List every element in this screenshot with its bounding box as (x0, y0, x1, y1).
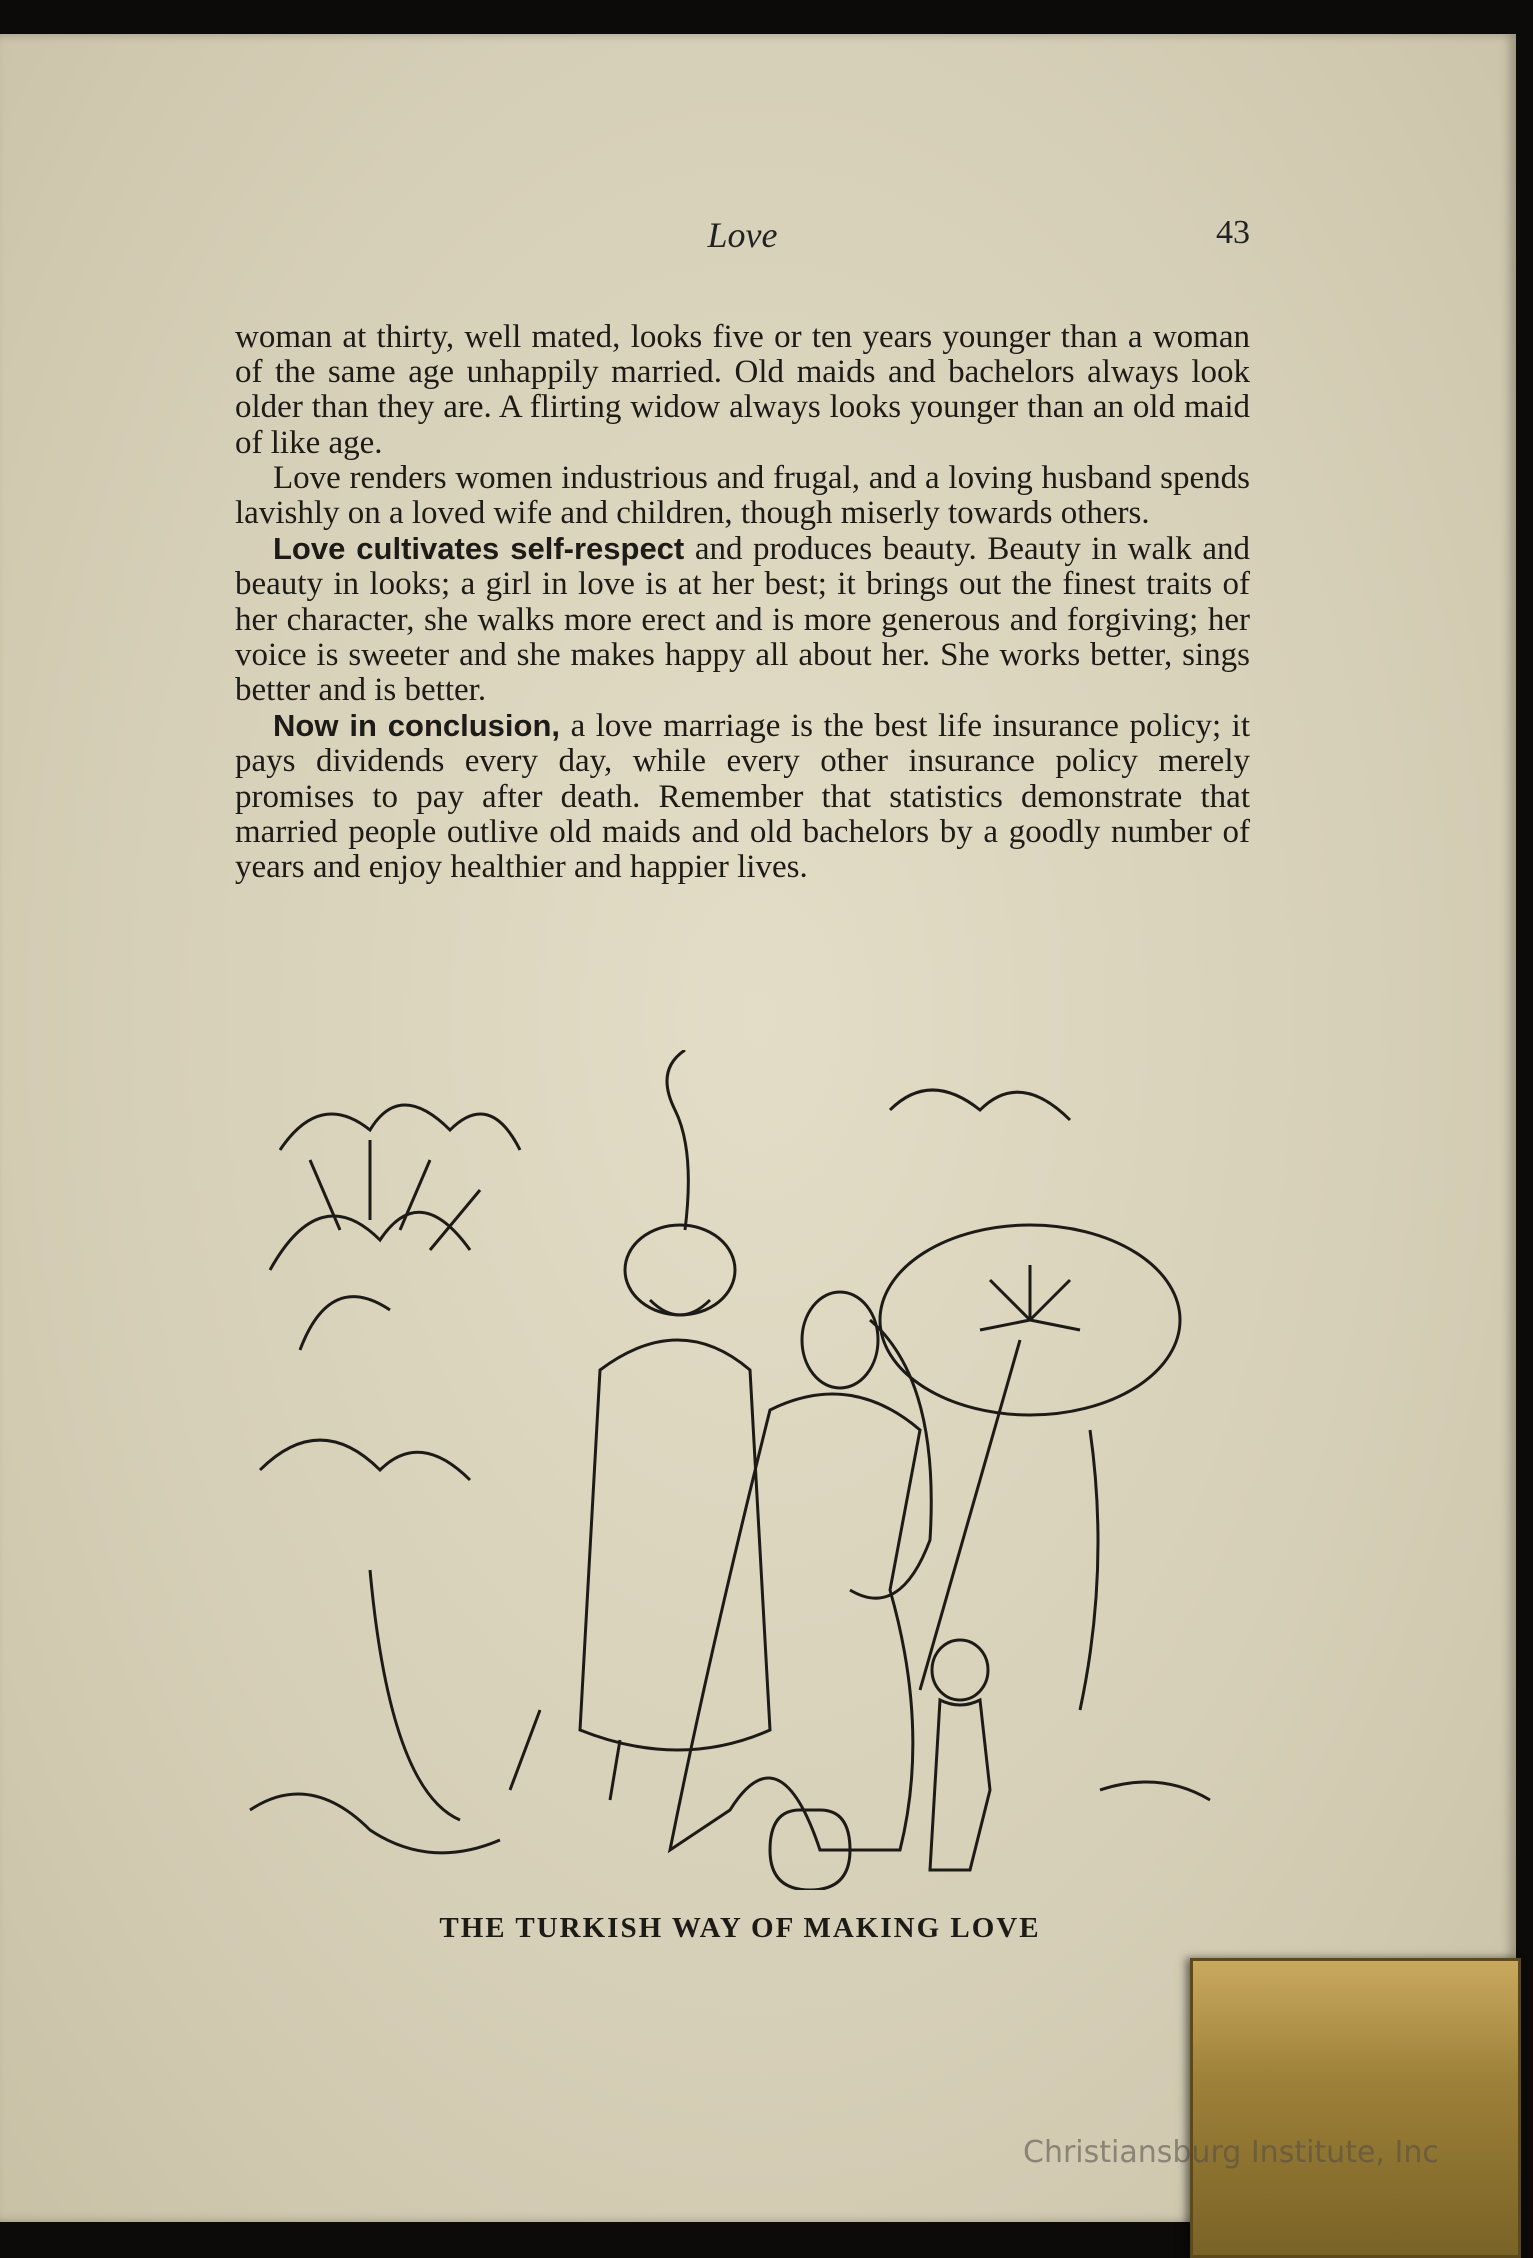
illustration-caption: THE TURKISH WAY OF MAKING LOVE (439, 1912, 1041, 1944)
gold-stand (1190, 1958, 1521, 2258)
paragraph-4-lead: Now in conclusion, (273, 708, 561, 744)
paragraph-4-text: a love marriage is the best life insurance policy; it pays dividends every day, while every other insurance policy merely promises to pay after death. Remember that statistics demonstrate that married people outlive old maids and old bachelors by a goodly number of years and enjoy healthier and happier lives. (235, 708, 1251, 886)
paragraph-3-text: and produces beauty. Beauty in walk and beauty in looks; a girl in love is at her best; it brings out the finest traits of her character, she walks more erect and is more generous and forgiving; her voice is sweeter and she makes happy all about her. She works better, sings better and is better. (235, 531, 1250, 709)
paragraph-4 (235, 708, 1250, 885)
paragraph-3 (235, 531, 1250, 708)
paragraph-2: Love renders women industrious and frugal, and a loving husband spends lavishly on a loved wife and children, though miserly towards others. (235, 459, 1250, 532)
body-text (235, 320, 1250, 885)
running-head (235, 214, 1250, 264)
turkish-couple-illustration (240, 1050, 1240, 1890)
running-title: Love (707, 215, 778, 255)
paragraph-3-lead: Love cultivates self-respect (273, 531, 685, 567)
page-number: 43 (1216, 214, 1250, 251)
watermark: Christiansburg Institute, Inc (1023, 2135, 1439, 2170)
paragraph-1: woman at thirty, well mated, looks five or ten years younger than a woman of the same age unhappily married. Old maids and bachelors always look older than they are. A flirting widow always looks younger than an old maid of like age. (235, 319, 1250, 461)
